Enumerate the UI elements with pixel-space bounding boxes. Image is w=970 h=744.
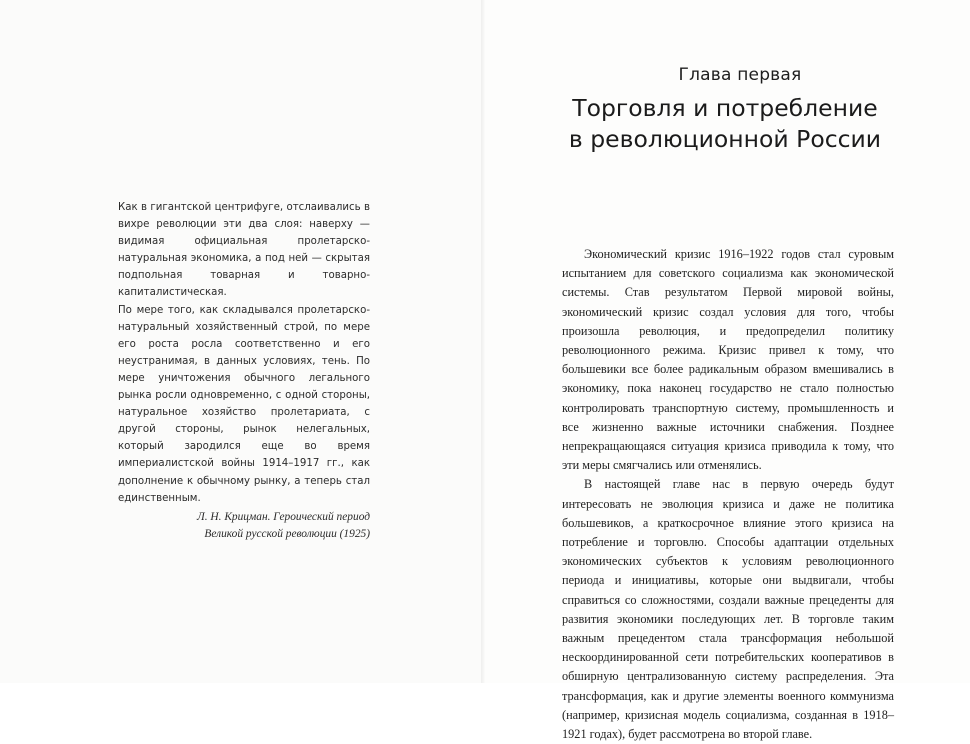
body-paragraph-1: Экономический кризис 1916–1922 годов стал суровым испытанием для советского социализма как экономической системы. Став результатом Первой мировой войны, экономический кризис создал условия для того, чтобы произошла революция, и предопределил политику революционного режима. Кризис привел к тому, что большевики все более радикальным образом вмешивались в экономику, пока наконец государство не стало полностью контролировать транспортную систему, промышленность и все жизненно важные источники снабжения. Позднее непрекращающаяся ситуация кризиса приводила к тому, что эти меры смягчались или отменялись. xyxy=(562,247,894,473)
body-paragraph-2: В настоящей главе нас в первую очередь будут интересовать не эволюция кризиса и даже не политика большевиков, а краткосрочное влияние этого кризиса на потребление и торговлю. Способы адаптации отдельных экономических субъектов к условиям революционного периода и инициативы, которые они выдвигали, чтобы справиться со сложностями, создали важные прецеденты для развития экономики последующих лет. В торговле таким важным прецедентом стала трансформация небольшой нескоординированной сети потребительских кооперативов в обширную централизованную систему распределения. Эта трансформация, как и другие элементы военного коммунизма (например, кризисная модель социализма, созданная в 1918–1921 годах), будет рассмотрена во второй главе. xyxy=(562,477,894,742)
chapter-title xyxy=(560,93,890,155)
epigraph xyxy=(118,199,370,544)
chapter-title-line-1: Торговля и потребление xyxy=(572,94,878,122)
epigraph-source-line-2: Великой русской революции (1925) xyxy=(204,528,370,541)
epigraph-paragraph-2: По мере того, как складывался пролетарско-натуральный хозяйственный строй, по мере его роста росла соответственно и его неустранимая, в данных условиях, тень. По мере уничтожения обычного легального рынка росли одновременно, с одной стороны, натуральное хозяйство пролетариата, с другой стороны, рынок нелегальных, который зародился еще во время империалистской войны 1914–1917 гг., как дополнение к обычному рынку, а теперь стал единственным. xyxy=(118,304,370,504)
epigraph-source-line-1: Л. Н. Крицман. Героический период xyxy=(197,510,370,523)
chapter-body xyxy=(562,245,894,744)
chapter-title-line-2: в революционной России xyxy=(568,125,882,153)
epigraph-source xyxy=(118,509,370,544)
left-page xyxy=(0,0,485,683)
chapter-label: Глава первая xyxy=(678,65,802,85)
epigraph-paragraph-1: Как в гигантской центрифуге, отслаивались в вихре революции эти два слоя: наверху — видимая официальная пролетарско-натуральная экономика, а под ней — скрытая подпольная товарная и товарно-капиталистическая. xyxy=(118,202,370,299)
